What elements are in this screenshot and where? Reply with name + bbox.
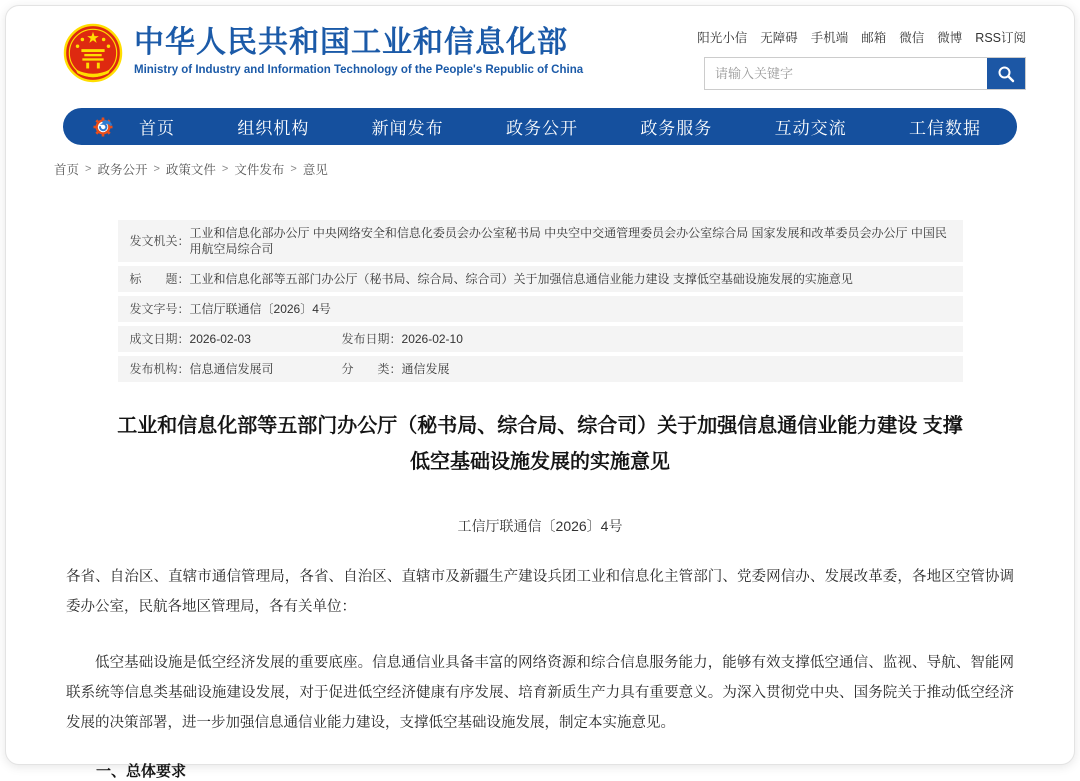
- meta-label: 发文字号：: [129, 302, 190, 316]
- meta-row-title: [118, 266, 963, 292]
- breadcrumb-home[interactable]: 首页: [54, 163, 80, 177]
- meta-label-publisher: 发布机构：: [129, 362, 190, 376]
- search-icon: [997, 65, 1015, 83]
- brand-text: [134, 24, 583, 76]
- nav-item-organization[interactable]: 组织机构: [237, 119, 310, 138]
- top-link-accessibility[interactable]: 无障碍: [760, 31, 798, 45]
- document-body: [66, 562, 1014, 781]
- meta-value: 工业和信息化部等五部门办公厅（秘书局、综合局、综合司）关于加强信息通信业能力建设 支撑低空基础设施发展的实施意见: [189, 272, 853, 286]
- breadcrumb: [6, 145, 1074, 178]
- site-header: [6, 6, 1074, 102]
- meta-row-publisher: [118, 356, 963, 382]
- breadcrumb-policy-docs[interactable]: 政策文件: [165, 163, 216, 177]
- meta-value-publish-date: 2026-02-10: [401, 332, 463, 346]
- breadcrumb-separator: >: [85, 163, 92, 175]
- page-card: [5, 5, 1075, 780]
- meta-row-issuing-agency: [118, 220, 963, 262]
- meta-value-written-date: 2026-02-03: [189, 332, 251, 346]
- nav-item-gov-services[interactable]: 政务服务: [640, 119, 713, 138]
- meta-row-dates: [118, 326, 963, 352]
- meta-value: 工业和信息化部办公厅 中央网络安全和信息化委员会办公室秘书局 中央空中交通管理委员会办公室综合局 国家发展和改革委员会办公厅 中国民用航空局综合司: [189, 226, 947, 256]
- main-nav: [63, 108, 1017, 145]
- meta-value-category: 通信发展: [401, 362, 450, 376]
- meta-label-written-date: 成文日期：: [129, 332, 190, 346]
- top-link-rss[interactable]: RSS订阅: [975, 31, 1026, 45]
- meta-label: 发文机关：: [129, 234, 190, 248]
- breadcrumb-separator: >: [221, 163, 229, 175]
- search-input[interactable]: [705, 58, 987, 89]
- nav-item-interaction[interactable]: 互动交流: [774, 119, 847, 138]
- breadcrumb-doc-release[interactable]: 文件发布: [234, 163, 285, 177]
- nav-item-home[interactable]: 首页: [139, 119, 175, 138]
- meta-label-publish-date: 发布日期：: [341, 332, 402, 346]
- breadcrumb-separator: >: [153, 163, 160, 175]
- nav-item-miit-data[interactable]: 工信数据: [908, 119, 981, 138]
- document-number: 工信厅联通信〔2026〕4号: [457, 518, 623, 534]
- site-name: 中华人民共和国工业和信息化部: [134, 26, 568, 59]
- top-link-mobile[interactable]: 手机端: [810, 31, 849, 45]
- nav-item-news[interactable]: 新闻发布: [371, 119, 444, 138]
- document-content: [6, 408, 1074, 781]
- meta-label-category: 分 类：: [341, 362, 402, 376]
- search-button[interactable]: [987, 58, 1025, 89]
- meta-value: 工信厅联通信〔2026〕4号: [189, 302, 331, 316]
- search-box: [704, 57, 1026, 90]
- top-links: [697, 28, 1026, 46]
- site-name-english: Ministry of Industry and Information Technology of the People's Republic of China: [134, 64, 584, 76]
- paragraph-addressees: 各省、自治区、直辖市通信管理局，各省、自治区、直辖市及新疆生产建设兵团工业和信息化主管部门、党委网信办、发展改革委，各地区空管协调委办公室，民航各地区管理局，各有关单位：: [66, 569, 1014, 615]
- meta-row-doc-number: [118, 296, 963, 322]
- document-title: 工业和信息化部等五部门办公厅（秘书局、综合局、综合司）关于加强信息通信业能力建设 支撑低空基础设施发展的实施意见: [117, 415, 963, 473]
- breadcrumb-separator: >: [290, 163, 297, 175]
- site-brand[interactable]: [64, 24, 583, 90]
- meta-value-publisher: 信息通信发展司: [189, 362, 274, 376]
- section-heading-overall-requirements: 一、总体要求: [96, 763, 187, 780]
- national-emblem-icon: [64, 24, 122, 82]
- nav-gear-logo-icon: [91, 114, 117, 140]
- top-link-mail[interactable]: 邮箱: [861, 31, 887, 45]
- breadcrumb-opinions[interactable]: 意见: [302, 163, 328, 177]
- document-meta-table: [118, 220, 963, 382]
- nav-item-gov-disclosure[interactable]: 政务公开: [505, 119, 578, 138]
- paragraph-preamble: 低空基础设施是低空经济发展的重要底座。信息通信业具备丰富的网络资源和综合信息服务能力，能够有效支撑低空通信、监视、导航、智能网联系统等信息类基础设施建设发展，对于促进低空经济健康有序发展、培育新质生产力具有重要意义。为深入贯彻党中央、国务院关于推动低空经济发展的决策部署，进一步加强信息通信业能力建设，支撑低空基础设施发展，制定本实施意见。: [66, 655, 1014, 731]
- top-link-weibo[interactable]: 微博: [937, 31, 963, 45]
- header-right: [697, 24, 1026, 90]
- nav-items: [133, 114, 987, 139]
- top-link-sunshine[interactable]: 阳光小信: [697, 31, 748, 45]
- meta-label: 标 题：: [129, 272, 190, 286]
- breadcrumb-gov-disclosure[interactable]: 政务公开: [97, 163, 148, 177]
- top-link-wechat[interactable]: 微信: [899, 31, 925, 45]
